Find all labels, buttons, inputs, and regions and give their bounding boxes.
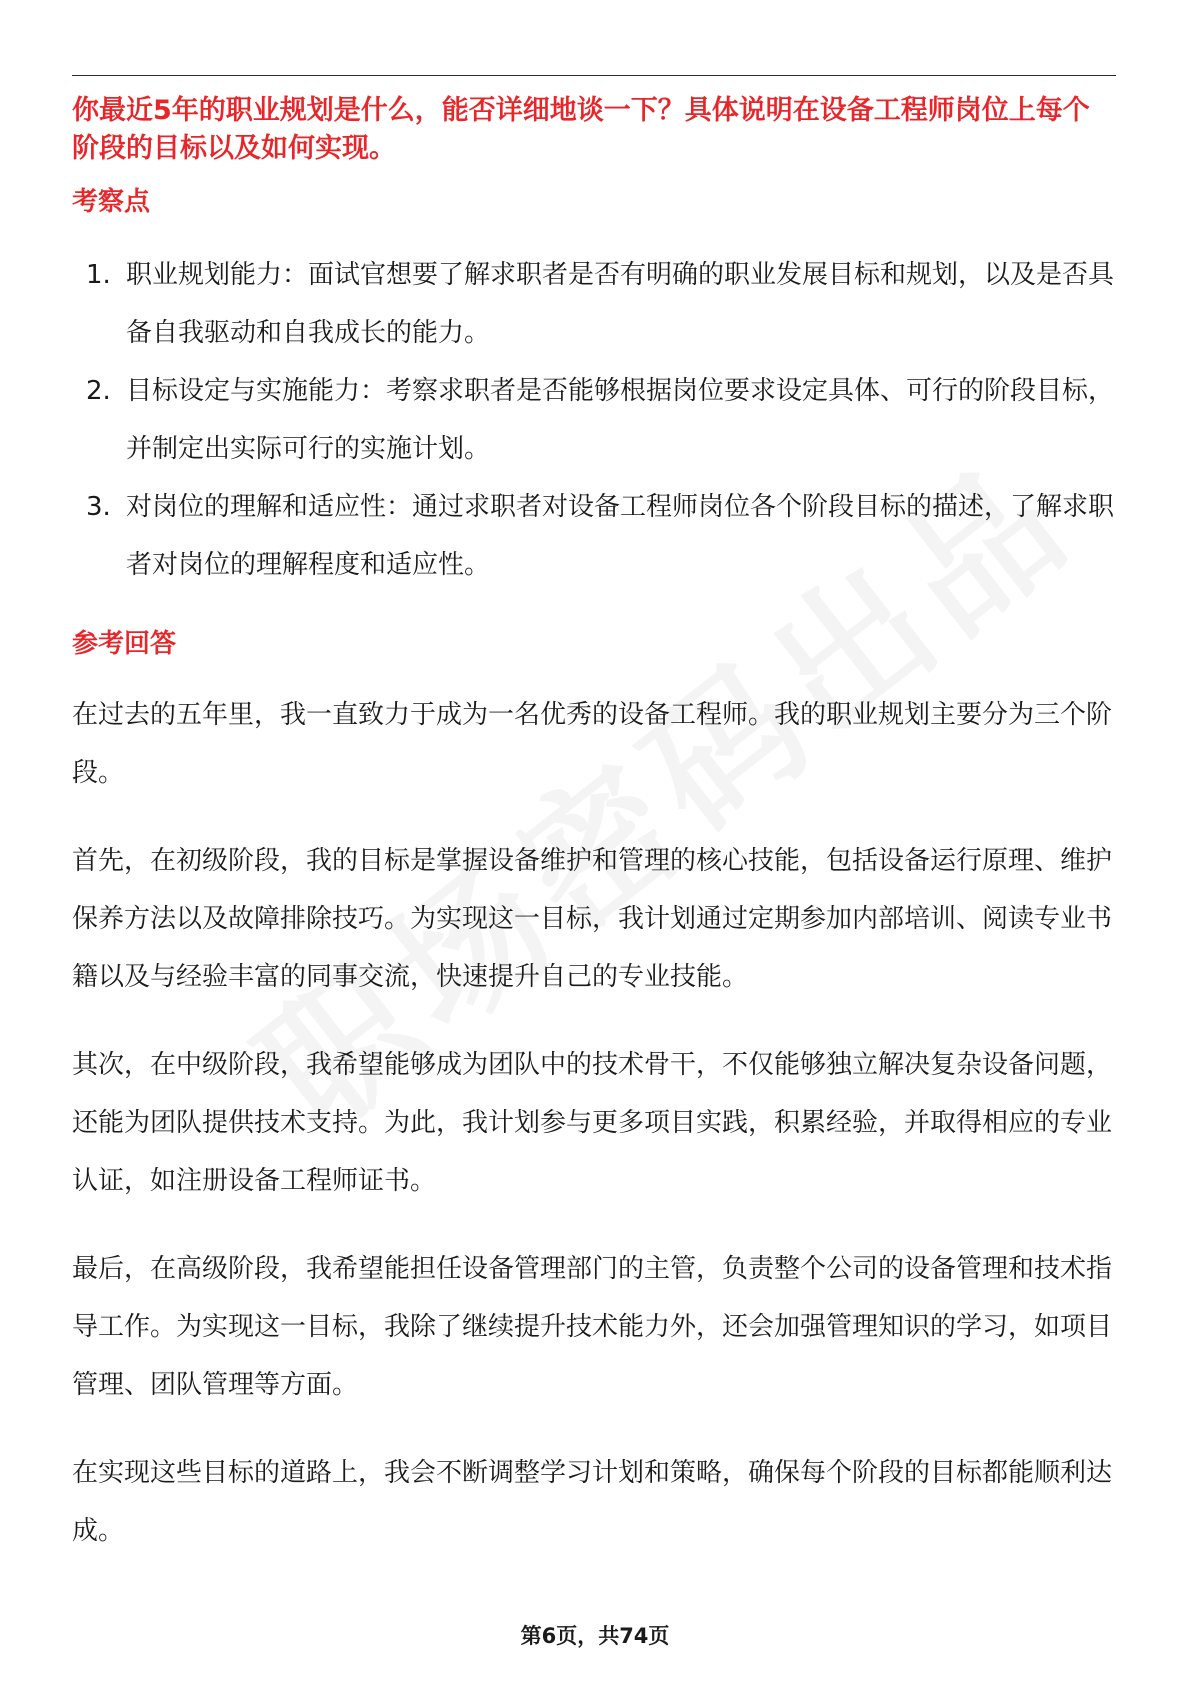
answer-paragraph: 最后，在高级阶段，我希望能担任设备管理部门的主管，负责整个公司的设备管理和技术指导工作。为实现这一目标，我除了继续提升技术能力外，还会加强管理知识的学习，如项目管理、团队管理等方面。 [72,1254,1113,1400]
list-item [72,362,1116,478]
list-item [72,246,1116,362]
top-divider [72,75,1116,76]
section-heading-answer: 参考回答 [72,629,177,659]
list-item-number: 3. [86,492,111,522]
section-heading-examine: 考察点 [72,187,151,217]
list-item-number: 1. [86,260,111,290]
answer-paragraph: 在过去的五年里，我一直致力于成为一名优秀的设备工程师。我的职业规划主要分为三个阶段。 [72,700,1113,788]
list-item-text: 对岗位的理解和适应性：通过求职者对设备工程师岗位各个阶段目标的描述，了解求职者对岗位的理解程度和适应性。 [126,492,1115,580]
page-content [72,92,1116,1560]
question-title: 你最近5年的职业规划是什么，能否详细地谈一下？具体说明在设备工程师岗位上每个阶段的目标以及如何实现。 [72,95,1090,164]
list-item-text: 目标设定与实施能力：考察求职者是否能够根据岗位要求设定具体、可行的阶段目标，并制定出实际可行的实施计划。 [126,376,1115,464]
page-number: 第6页，共74页 [520,1624,670,1648]
list-item-number: 2. [86,376,111,406]
examine-points-list [72,246,1116,594]
answer-paragraph: 首先，在初级阶段，我的目标是掌握设备维护和管理的核心技能，包括设备运行原理、维护保养方法以及故障排除技巧。为实现这一目标，我计划通过定期参加内部培训、阅读专业书籍以及与经验丰富的同事交流，快速提升自己的专业技能。 [72,846,1113,992]
list-item [72,478,1116,594]
answer-paragraph: 在实现这些目标的道路上，我会不断调整学习计划和策略，确保每个阶段的目标都能顺利达成。 [72,1458,1113,1546]
list-item-text: 职业规划能力：面试官想要了解求职者是否有明确的职业发展目标和规划，以及是否具备自我驱动和自我成长的能力。 [126,260,1115,348]
answer-paragraph: 其次，在中级阶段，我希望能够成为团队中的技术骨干，不仅能够独立解决复杂设备问题，还能为团队提供技术支持。为此，我计划参与更多项目实践，积累经验，并取得相应的专业认证，如注册设备工程师证书。 [72,1050,1113,1196]
